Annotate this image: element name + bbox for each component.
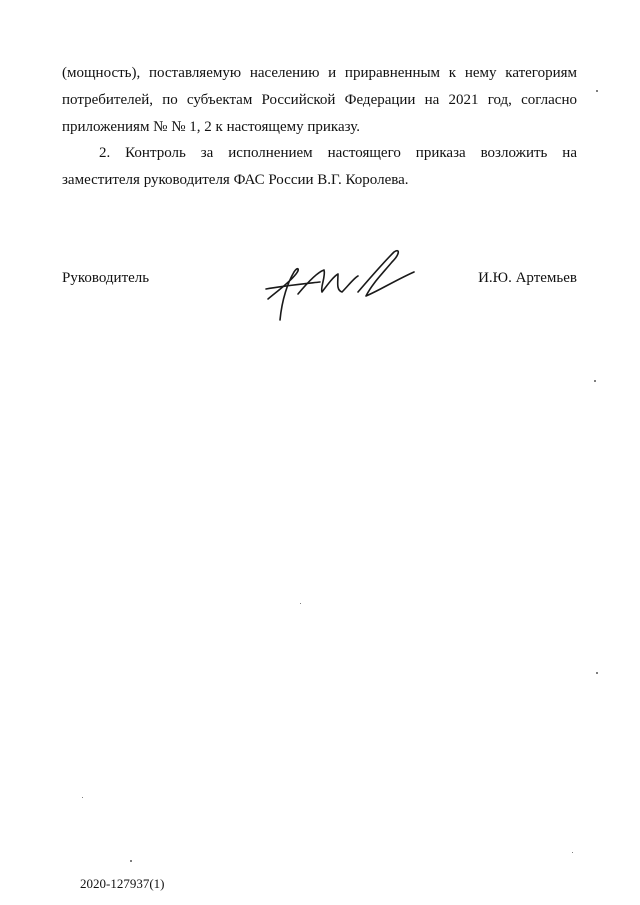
scan-speck xyxy=(596,90,598,92)
scan-speck xyxy=(82,797,83,798)
scan-speck xyxy=(594,380,596,382)
scan-speck xyxy=(596,672,598,674)
scan-speck xyxy=(300,603,301,604)
handwritten-signature xyxy=(262,244,417,324)
scan-speck xyxy=(572,852,573,853)
signature-stroke xyxy=(358,251,414,296)
signatory-title: Руководитель xyxy=(62,270,150,286)
signatory-name: И.Ю. Артемьев xyxy=(478,270,577,286)
body-paragraph-2: 2. Контроль за исполнением настоящего приказа возложить на заместителя руководителя ФАС России В.Г. Королева. xyxy=(62,145,577,188)
signature-stroke xyxy=(298,270,358,294)
signature-stroke xyxy=(266,282,320,289)
document-number: 2020-127937(1) xyxy=(80,876,165,891)
signature-stroke xyxy=(268,269,298,320)
body-paragraph-1: (мощность), поставляемую населению и приравненным к нему категориям потребителей, по субъектам Российской Федерации на 2021 год, согласно приложениям № № 1, 2 к настоящему приказу. xyxy=(62,65,577,135)
scan-speck xyxy=(130,860,132,862)
